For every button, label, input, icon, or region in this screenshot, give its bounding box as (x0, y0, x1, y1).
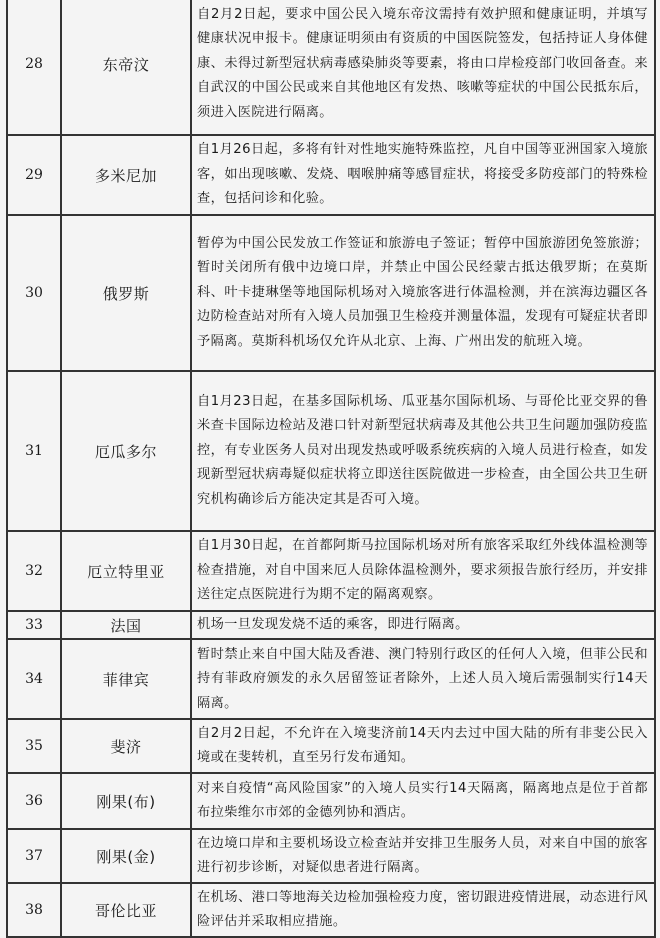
table-row (7, 719, 655, 773)
country-name: 厄瓜多尔 (61, 371, 191, 531)
table-row (7, 883, 655, 937)
country-name: 东帝汶 (61, 0, 191, 135)
country-name: 厄立特里亚 (61, 531, 191, 611)
table-row (7, 639, 655, 719)
country-name: 法国 (61, 611, 191, 639)
measure-text: 在机场、港口等地海关边检加强检疫力度，密切跟进疫情进展，动态进行风险评估并采取相应措施。 (191, 883, 655, 937)
row-number: 30 (7, 215, 61, 371)
row-number: 33 (7, 611, 61, 639)
row-number: 35 (7, 719, 61, 773)
row-number: 38 (7, 883, 61, 937)
table-row (7, 531, 655, 611)
country-name: 俄罗斯 (61, 215, 191, 371)
measure-text: 暂停为中国公民发放工作签证和旅游电子签证；暂停中国旅游团免签旅游；暂时关闭所有俄中边境口岸，并禁止中国公民经蒙古抵达俄罗斯；在莫斯科、叶卡捷琳堡等地国际机场对入境旅客进行体温检测，并在滨海边疆区各边防检查站对所有入境人员加强卫生检疫并测量体温，发现有可疑症状者即予隔离。莫斯科机场仅允许从北京、上海、广州出发的航班入境。 (191, 215, 655, 371)
table-row (7, 0, 655, 135)
country-name: 多米尼加 (61, 135, 191, 215)
measure-text: 自1月30日起，在首都阿斯马拉国际机场对所有旅客采取红外线体温检测等检查措施，对自中国来厄人员除体温检测外，要求须报告旅行经历，并安排送往定点医院进行为期不定的隔离观察。 (191, 531, 655, 611)
measure-text: 自2月2日起，要求中国公民入境东帝汶需持有效护照和健康证明，并填写健康状况申报卡。健康证明须由有资质的中国医院签发，包括持证人身体健康、未得过新型冠状病毒感染肺炎等要素，将由口岸检疫部门收回备查。来自武汉的中国公民或来自其他地区有发热、咳嗽等症状的中国公民抵东后，须进入医院进行隔离。 (191, 0, 655, 135)
measure-text: 机场一旦发现发烧不适的乘客，即进行隔离。 (191, 611, 655, 639)
country-name: 刚果(布) (61, 773, 191, 829)
table-row (7, 611, 655, 639)
measure-text: 自1月23日起，在基多国际机场、瓜亚基尔国际机场、与哥伦比亚交界的鲁米查卡国际边检站及港口针对新型冠状病毒及其他公共卫生问题加强防疫监控，有专业医务人员对出现发热或呼吸系统疾病的入境人员进行检查，如发现新型冠状病毒疑似症状将立即送往医院做进一步检查，由全国公共卫生研究机构确诊后方能决定其是否可入境。 (191, 371, 655, 531)
measure-text: 对来自疫情“高风险国家”的入境人员实行14天隔离，隔离地点是位于首都布拉柴维尔市郊的金德列协和酒店。 (191, 773, 655, 829)
table-row (7, 135, 655, 215)
country-name: 哥伦比亚 (61, 883, 191, 937)
measure-text: 自2月2日起，不允许在入境斐济前14天内去过中国大陆的所有非斐公民入境或在斐转机，直至另行发布通知。 (191, 719, 655, 773)
row-number: 36 (7, 773, 61, 829)
measure-text: 在边境口岸和主要机场设立检查站并安排卫生服务人员，对来自中国的旅客进行初步诊断，对疑似患者进行隔离。 (191, 829, 655, 883)
row-number: 37 (7, 829, 61, 883)
table-row (7, 773, 655, 829)
row-number: 29 (7, 135, 61, 215)
country-name: 菲律宾 (61, 639, 191, 719)
table-row (7, 371, 655, 531)
row-number: 32 (7, 531, 61, 611)
entry-measures-table (6, 0, 656, 938)
measure-text: 自1月26日起，多将有针对性地实施特殊监控，凡自中国等亚洲国家入境旅客，如出现咳嗽、发烧、咽喉肿痛等感冒症状，将接受多防疫部门的特殊检查，包括问诊和化验。 (191, 135, 655, 215)
row-number: 28 (7, 0, 61, 135)
measure-text: 暂时禁止来自中国大陆及香港、澳门特别行政区的任何人入境，但菲公民和持有菲政府颁发的永久居留签证者除外，上述人员入境后需强制实行14天隔离。 (191, 639, 655, 719)
country-name: 刚果(金) (61, 829, 191, 883)
row-number: 34 (7, 639, 61, 719)
country-name: 斐济 (61, 719, 191, 773)
table-row (7, 829, 655, 883)
row-number: 31 (7, 371, 61, 531)
table-row (7, 215, 655, 371)
